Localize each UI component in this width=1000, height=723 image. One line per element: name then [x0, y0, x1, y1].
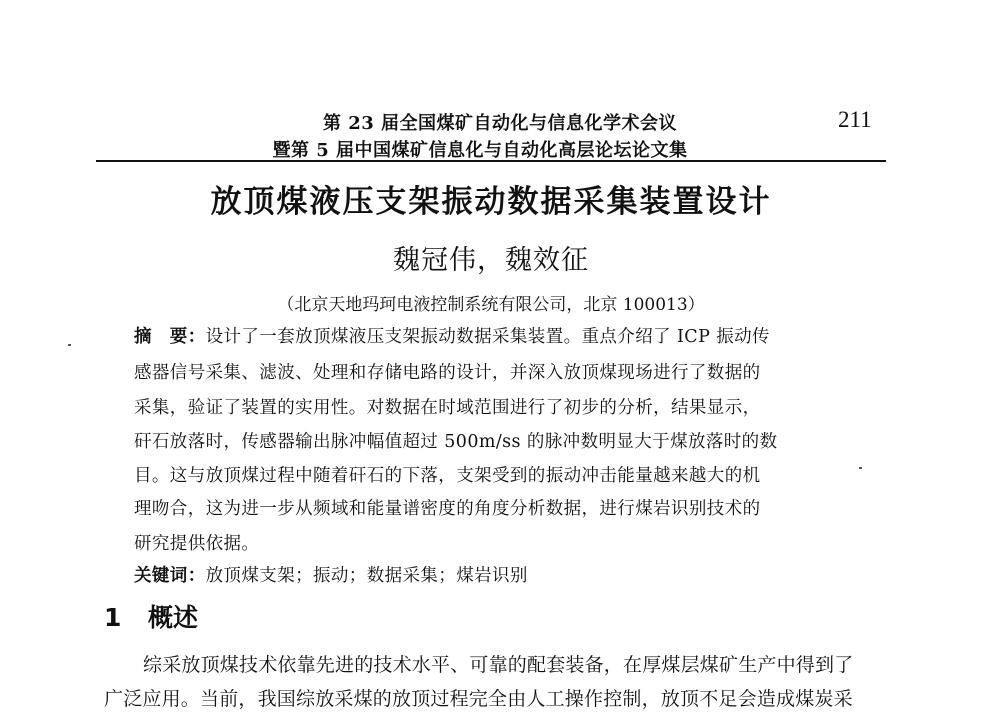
page-number: 211	[838, 107, 872, 132]
paper-authors: 魏冠伟，魏效征	[393, 245, 589, 276]
body-line: 综采放顶煤技术依靠先进的技术水平、可靠的配套装备，在厚煤层煤矿生产中得到了	[143, 654, 854, 676]
header-rule	[96, 160, 886, 162]
abstract-text: 设计了一套放顶煤液压支架振动数据采集装置。重点介绍了 ICP 振动传	[205, 327, 770, 347]
scan-speck	[859, 467, 862, 469]
abstract-line: 采集，验证了装置的实用性。对数据在时域范围进行了初步的分析，结果显示，	[134, 398, 761, 418]
abstract-line: 研究提供依据。	[134, 534, 260, 554]
abstract-label: 摘 要：	[134, 327, 206, 347]
keywords-label: 关键词：	[134, 566, 206, 586]
section-number: 1	[104, 603, 122, 632]
scan-speck	[68, 344, 71, 346]
section-title: 概述	[148, 603, 199, 632]
header-conference-line2: 暨第 5 届中国煤矿信息化与自动化高层论坛论文集	[272, 140, 688, 161]
paper-title: 放顶煤液压支架振动数据采集装置设计	[210, 184, 772, 220]
abstract-line: 目。这与放顶煤过程中随着矸石的下落，支架受到的振动冲击能量越来越大的机	[134, 466, 761, 486]
paper-affiliation: （北京天地玛珂电液控制系统有限公司，北京 100013）	[277, 295, 705, 315]
abstract-line: 理吻合，这为进一步从频域和能量谱密度的角度分析数据，进行煤岩识别技术的	[134, 499, 761, 519]
abstract-line	[134, 323, 770, 348]
keywords-text: 放顶煤支架；振动；数据采集；煤岩识别	[205, 566, 528, 586]
header-conference-line1: 第 23 届全国煤矿自动化与信息化学术会议	[322, 113, 678, 134]
section-heading	[104, 598, 198, 634]
body-line: 广泛应用。当前，我国综放采煤的放顶过程完全由人工操作控制，放顶不足会造成煤炭采	[104, 688, 853, 710]
abstract-line: 矸石放落时，传感器输出脉冲幅值超过 500m/ss 的脉冲数明显大于煤放落时的数	[134, 432, 778, 452]
keywords-line	[134, 562, 528, 587]
abstract-line: 感器信号采集、滤波、处理和存储电路的设计，并深入放顶煤现场进行了数据的	[134, 363, 761, 383]
